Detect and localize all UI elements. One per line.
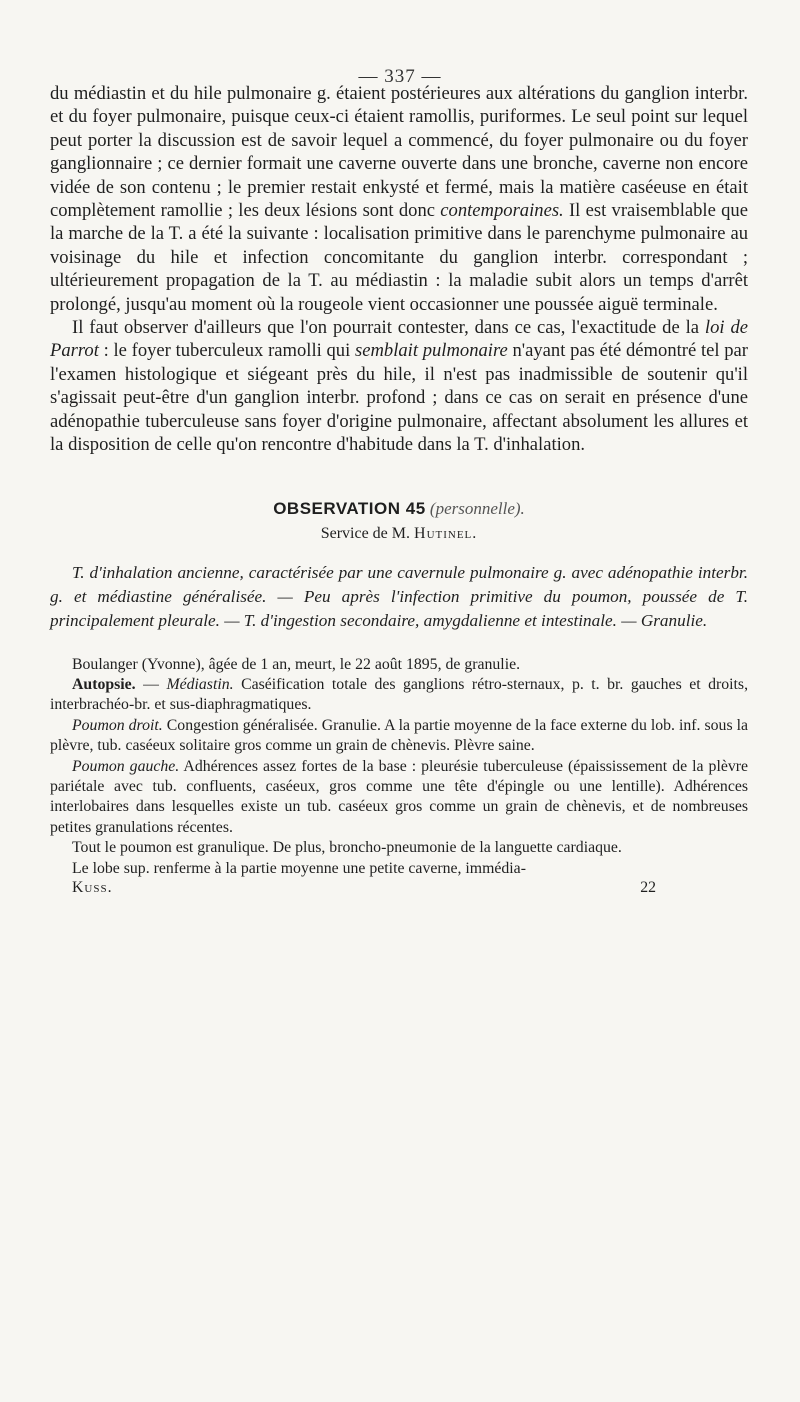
paragraph-1: du médiastin et du hile pulmonaire g. étaient postérieures aux altérations du ganglion interbr. et du foyer pulmonaire, puisque ceux-ci étaient ramollis, puriformes. Le seul point sur lequel peut porter la discussion est de savoir lequel a commencé, du foyer pulmonaire ou du foyer ganglionnaire ; ce dernier formait une caverne ouverte dans une bronche, caverne non encore vidée de son contenu ; le premier restait enkysté et fermé, mais la matière caséeuse en était complètement ramollie ; les deux lésions sont donc contemporaines. Il est vraisemblable que la marche de la T. a été la suivante : localisation primitive dans le parenchyme pulmonaire au voisinage du hile et infection concomitante du ganglion interbr. correspondant ; ultérieurement propagation de la T. au médiastin : la maladie subit alors un temps d'arrêt prolongé, jusqu'au moment où la rougeole vient occasionner une poussée aiguë terminale. [50, 83, 748, 315]
page-footer [50, 879, 748, 897]
case-autopsie: Autopsie. — Médiastin. Caséification totale des ganglions rétro-sternaux, p. t. br. gauches et droits, interbrachéo-br. et sus-diaphragmatiques. [50, 675, 749, 714]
case-poumon-droit: Poumon droit. Congestion généralisée. Granulie. A la partie moyenne de la face externe du lob. inf. sous la plèvre, tub. caséeux solitaire gros comme un grain de chènevis. Plèvre saine. [50, 716, 749, 755]
case-lobe-sup: Le lobe sup. renferme à la partie moyenne une petite caverne, immédia- [72, 859, 526, 877]
observation-summary: T. d'inhalation ancienne, caractérisée par une cavernule pulmonaire g. avec adénopathie interbr. g. et médiastine généralisée. — Peu après l'infection primitive du poumon, poussée de T. principalement pleurale. — T. d'ingestion secondaire, amygdalienne et intestinale. — Granulie. [50, 562, 748, 630]
page-number: — 337 — [358, 66, 442, 87]
page-body [50, 62, 748, 897]
case-poumon-gauche: Poumon gauche. Adhérences assez fortes de la base : pleurésie tuberculeuse (épaississement de la plèvre pariétale avec tub. confluents, caséeux, gros comme une tête d'épingle ou une lentille). Adhérences interlobaires dans lesquelles existe un tub. caséeux gros comme un grain de chènevis, et de nombreuses petites granulations récentes. [50, 757, 749, 836]
signature-number: 22 [640, 878, 656, 896]
paragraph-2: Il faut observer d'ailleurs que l'on pourrait contester, dans ce cas, l'exactitude de la loi de Parrot : le foyer tuberculeux ramolli qui semblait pulmonaire n'ayant pas été démontré tel par l'examen histologique et siégeant près du hile, il n'est pas inadmissible de soutenir qu'il s'agissait peut-être d'un ganglion interbr. profond ; dans ce cas on serait en présence d'une adénopathie tuberculeuse sans foyer d'origine pulmonaire, affectant absolument les allures et la disposition de celle qu'on rencontre d'habitude dans la T. d'inhalation. [50, 317, 748, 456]
case-intro: Boulanger (Yvonne), âgée de 1 an, meurt, le 22 août 1895, de granulie. [72, 655, 521, 673]
case-granulique: Tout le poumon est granulique. De plus, broncho-pneumonie de la languette cardiaque. [72, 839, 622, 857]
signature-mark: Kuss. [72, 878, 113, 896]
observation-heading: OBSERVATION 45 (personnelle). [273, 498, 525, 518]
service-line: Service de M. Hutinel. [320, 524, 478, 542]
